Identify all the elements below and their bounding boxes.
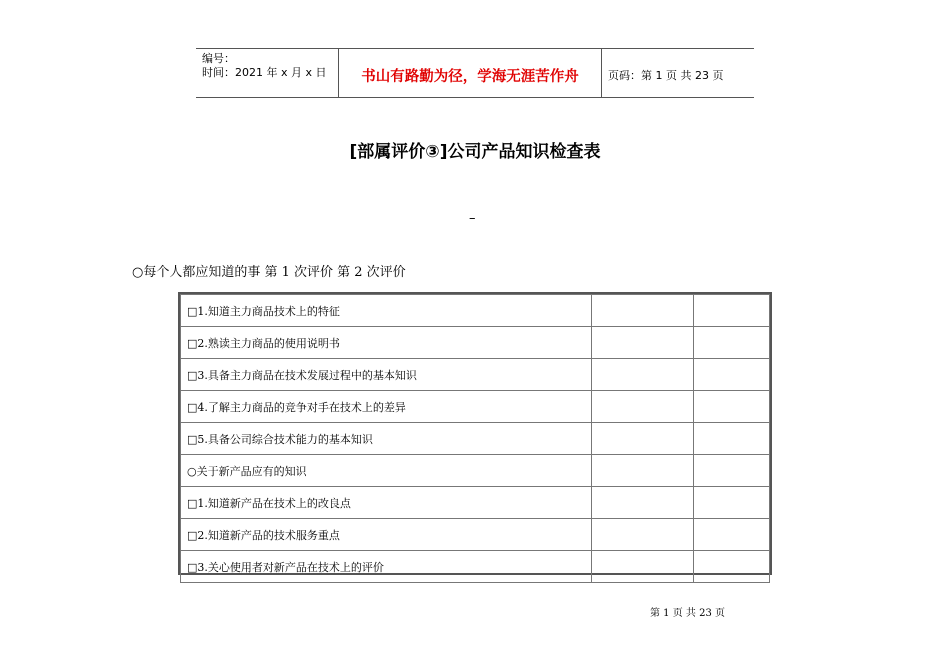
table-row <box>181 423 770 455</box>
item-label: □4.了解主力商品的竞争对手在技术上的差异 <box>181 391 592 423</box>
item-label: □2.熟读主力商品的使用说明书 <box>181 327 592 359</box>
second-evaluation-cell[interactable] <box>694 487 770 519</box>
dash-mark: – <box>469 211 476 226</box>
table-row <box>181 359 770 391</box>
second-evaluation-cell[interactable] <box>694 327 770 359</box>
second-evaluation-cell[interactable] <box>694 551 770 583</box>
first-evaluation-cell[interactable] <box>592 295 694 327</box>
section-subheading: ○每个人都应知道的事 第 1 次评价 第 2 次评价 <box>132 265 406 280</box>
second-evaluation-cell[interactable] <box>694 519 770 551</box>
document-header <box>196 48 754 98</box>
item-label: □3.具备主力商品在技术发展过程中的基本知识 <box>181 359 592 391</box>
first-evaluation-cell[interactable] <box>592 327 694 359</box>
table-row <box>181 455 770 487</box>
second-evaluation-cell[interactable] <box>694 423 770 455</box>
first-evaluation-cell[interactable] <box>592 551 694 583</box>
table-row <box>181 487 770 519</box>
number-label: 编号： <box>202 52 235 65</box>
table-row <box>181 295 770 327</box>
second-evaluation-cell[interactable] <box>694 455 770 487</box>
item-label: □3.关心使用者对新产品在技术上的评价 <box>181 551 592 583</box>
time-label: 时间：2021 年 x 月 x 日 <box>202 66 327 79</box>
section-label: ○关于新产品应有的知识 <box>181 455 592 487</box>
second-evaluation-cell[interactable] <box>694 295 770 327</box>
header-divider <box>601 49 602 97</box>
item-label: □1.知道新产品在技术上的改良点 <box>181 487 592 519</box>
header-motto: 书山有路勤为径，学海无涯苦作舟 <box>361 69 579 85</box>
first-evaluation-cell[interactable] <box>592 423 694 455</box>
item-label: □2.知道新产品的技术服务重点 <box>181 519 592 551</box>
table-row <box>181 391 770 423</box>
table-row <box>181 519 770 551</box>
header-page-label: 页码：第 1 页 共 23 页 <box>608 69 724 82</box>
first-evaluation-cell[interactable] <box>592 359 694 391</box>
checklist-table <box>178 292 772 575</box>
table-row <box>181 551 770 583</box>
first-evaluation-cell[interactable] <box>592 455 694 487</box>
second-evaluation-cell[interactable] <box>694 391 770 423</box>
first-evaluation-cell[interactable] <box>592 391 694 423</box>
first-evaluation-cell[interactable] <box>592 487 694 519</box>
table-row <box>181 327 770 359</box>
item-label: □5.具备公司综合技术能力的基本知识 <box>181 423 592 455</box>
header-meta <box>202 52 327 80</box>
page-footer: 第 1 页 共 23 页 <box>650 608 725 619</box>
second-evaluation-cell[interactable] <box>694 359 770 391</box>
document-title: [部属评价③]公司产品知识检查表 <box>349 142 601 162</box>
first-evaluation-cell[interactable] <box>592 519 694 551</box>
item-label: □1.知道主力商品技术上的特征 <box>181 295 592 327</box>
